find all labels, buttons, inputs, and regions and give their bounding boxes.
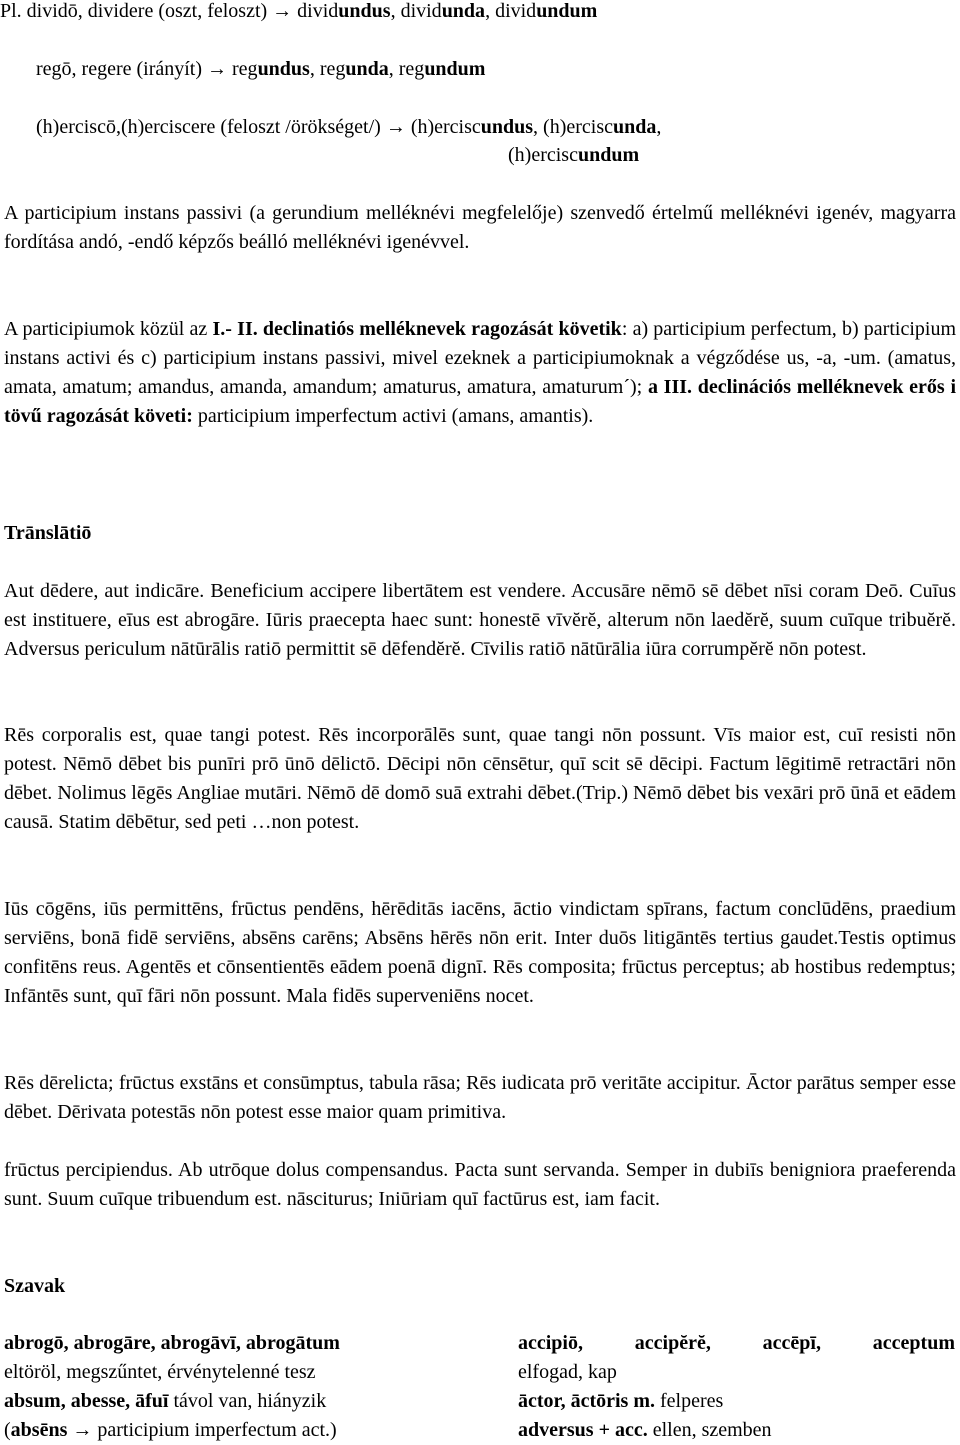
vocab-headword: accipiō, accipĕrĕ, accēpī, acceptum: [518, 1332, 955, 1354]
vocab-meaning: → participium imperfectum act.): [67, 1419, 337, 1441]
example-dividere: [0, 0, 960, 26]
participium-paragraph: [4, 315, 956, 431]
example-text: Pl. dividō, dividere (oszt, feloszt) → divid: [0, 0, 339, 22]
example-regere: [36, 55, 960, 84]
example-text: regō, regere (irányít) → reg: [36, 58, 258, 80]
ending-bold: undum: [536, 0, 598, 22]
example-text: , reg: [309, 58, 346, 80]
ending-bold: unda: [345, 58, 389, 80]
example-text: , divid: [485, 0, 537, 22]
gerundivum-paragraph: A participium instans passivi (a gerundium melléknévi megfelelője) szenvedő értelmű melléknévi igenév, magyarra fordítása andó, -endő képzős beálló melléknévi igenévvel.: [4, 202, 956, 253]
vocab-entry: [518, 1358, 955, 1387]
paragraph-text: participium imperfectum activi (amans, amantis).: [192, 405, 594, 427]
ending-bold: undus: [257, 58, 310, 80]
vocab-entry: [518, 1416, 955, 1445]
vocab-column-right: [518, 1329, 955, 1445]
ending-bold: undum: [577, 144, 640, 166]
ending-bold: unda: [613, 116, 657, 138]
example-text: , reg: [388, 58, 425, 80]
translatio-paragraph-1: Aut dēdere, aut indicāre. Beneficium accipere libertātem est vendere. Accusāre nēmō sē dēbet nīsi coram Deō. Cuīus est instituere, eīus est abrogāre. Iūris praecepta haec sunt: honestē vīvĕrĕ, alterum nōn laedĕrĕ, suum cuīque tribuĕrĕ. Adversus periculum nātūrālis ratiō permittit sē dēfendĕrĕ. Cīvilis ratiō nātūrālia iūra corrumpĕrĕ nōn potest.: [4, 580, 956, 660]
vocab-entry: [4, 1329, 441, 1358]
example-text: (h)erciscō,(h)erciscere (feloszt /örökséget/) → (h)ercisc: [36, 116, 481, 138]
translatio-paragraph-5: frūctus percipiendus. Ab utrōque dolus compensandus. Pacta sunt servanda. Semper in dubiīs benigniora praeferenda sunt. Suum cuīque tribuendum est. nāsciturus; Iniūriam quī factūrus est, iam facit.: [4, 1159, 956, 1210]
vocab-entry: [4, 1358, 441, 1387]
example-erciscere-continued: [508, 141, 960, 170]
ending-bold: undus: [480, 116, 534, 138]
vocab-headword: absēns: [10, 1419, 68, 1441]
vocab-entry: [4, 1416, 441, 1445]
vocab-headword: āctor, āctōris m.: [518, 1390, 655, 1412]
translatio-paragraph-2: Rēs corporalis est, quae tangi potest. Rēs incorporālēs sunt, quae tangi nōn possunt. Vīs maior est, cuī resisti nōn potest. Nēmō dēbet bis punīri prō ūnō dēlictō. Dēcipi nōn cēnsētur, quī scit sē dēcipi. Factum lēgitimē retractāri nōn dēbet. Nolimus lēgēs Angliae mutāri. Nēmō dē domō suā extrahi dēbet.(Trip.) Nēmō dēbet bis vexāri prō ūnā et eādem causā. Statim dēbētur, sed peti …non potest.: [4, 724, 956, 833]
vocab-meaning: felperes: [655, 1390, 724, 1412]
translatio-paragraph-4: Rēs dērelicta; frūctus exstāns et consūmptus, tabula rāsa; Rēs iudicata prō veritāte accipitur. Āctor parātus semper esse dēbet. Dērivata potestās nōn potest esse maior quam primitiva.: [4, 1072, 956, 1123]
example-erciscere: [36, 113, 960, 142]
vocab-column-left: [4, 1329, 441, 1445]
vocab-entry: [518, 1329, 955, 1358]
vocab-meaning: eltöröl, megszűntet, érvénytelenné tesz: [4, 1361, 316, 1383]
example-text: , divid: [390, 0, 442, 22]
vocab-headword: abrogō, abrogāre, abrogāvī, abrogātum: [4, 1332, 340, 1354]
paragraph-text: : a) participium perfectum, b) participium instans activi és c) participium instans passivi, mivel ezeknek a participiumoknak a végződése us, -a, -um. (amatus, amata, amatum; amandus, amanda, amandum; amaturus, amatura, amaturum´);: [4, 318, 957, 398]
vocab-entry: [518, 1387, 955, 1416]
example-text: (h)ercisc: [508, 144, 578, 166]
translatio-paragraph-3: Iūs cōgēns, iūs permittēns, frūctus pendēns, hērēditās iacēns, āctio vindictam spīrans, factum conclūdēns, praedium serviēns, bonā fidē serviēns, absēns carēns; Absēns hērēs nōn erit. Inter duōs litigāntēs tertius gaudet.Testis optimus confitēns reus. Agentēs et cōnsentientēs eādem poenā dignī. Rēs composita; frūctus perceptus; ab hostibus redemptus; Infāntēs sunt, quī fāri nōn possunt. Mala fidēs superveniēns nocet.: [4, 898, 956, 1007]
vocab-headword: absum, abesse, āfuī: [4, 1390, 169, 1412]
example-text: , (h)ercisc: [533, 116, 613, 138]
vocab-meaning: távol van, hiányzik: [168, 1390, 327, 1412]
translatio-heading: Trānslātiō: [4, 522, 92, 544]
szavak-heading: Szavak: [4, 1275, 66, 1297]
vocab-meaning: elfogad, kap: [518, 1361, 617, 1383]
vocab-meaning: ellen, szemben: [647, 1419, 772, 1441]
ending-bold: unda: [441, 0, 486, 22]
paragraph-bold: a III. declinációs melléknevek erős i tövű ragozását követi:: [4, 376, 956, 427]
ending-bold: undus: [338, 0, 391, 22]
vocab-entry: [4, 1387, 441, 1416]
ending-bold: undum: [424, 58, 486, 80]
example-text: ,: [656, 116, 662, 138]
vocab-paren: (: [4, 1419, 11, 1441]
paragraph-text: A participiumok közül az: [4, 318, 213, 340]
vocab-headword: adversus + acc.: [518, 1419, 648, 1441]
paragraph-bold: I.- II. declinatiós melléknevek ragozását követik: [212, 318, 622, 340]
